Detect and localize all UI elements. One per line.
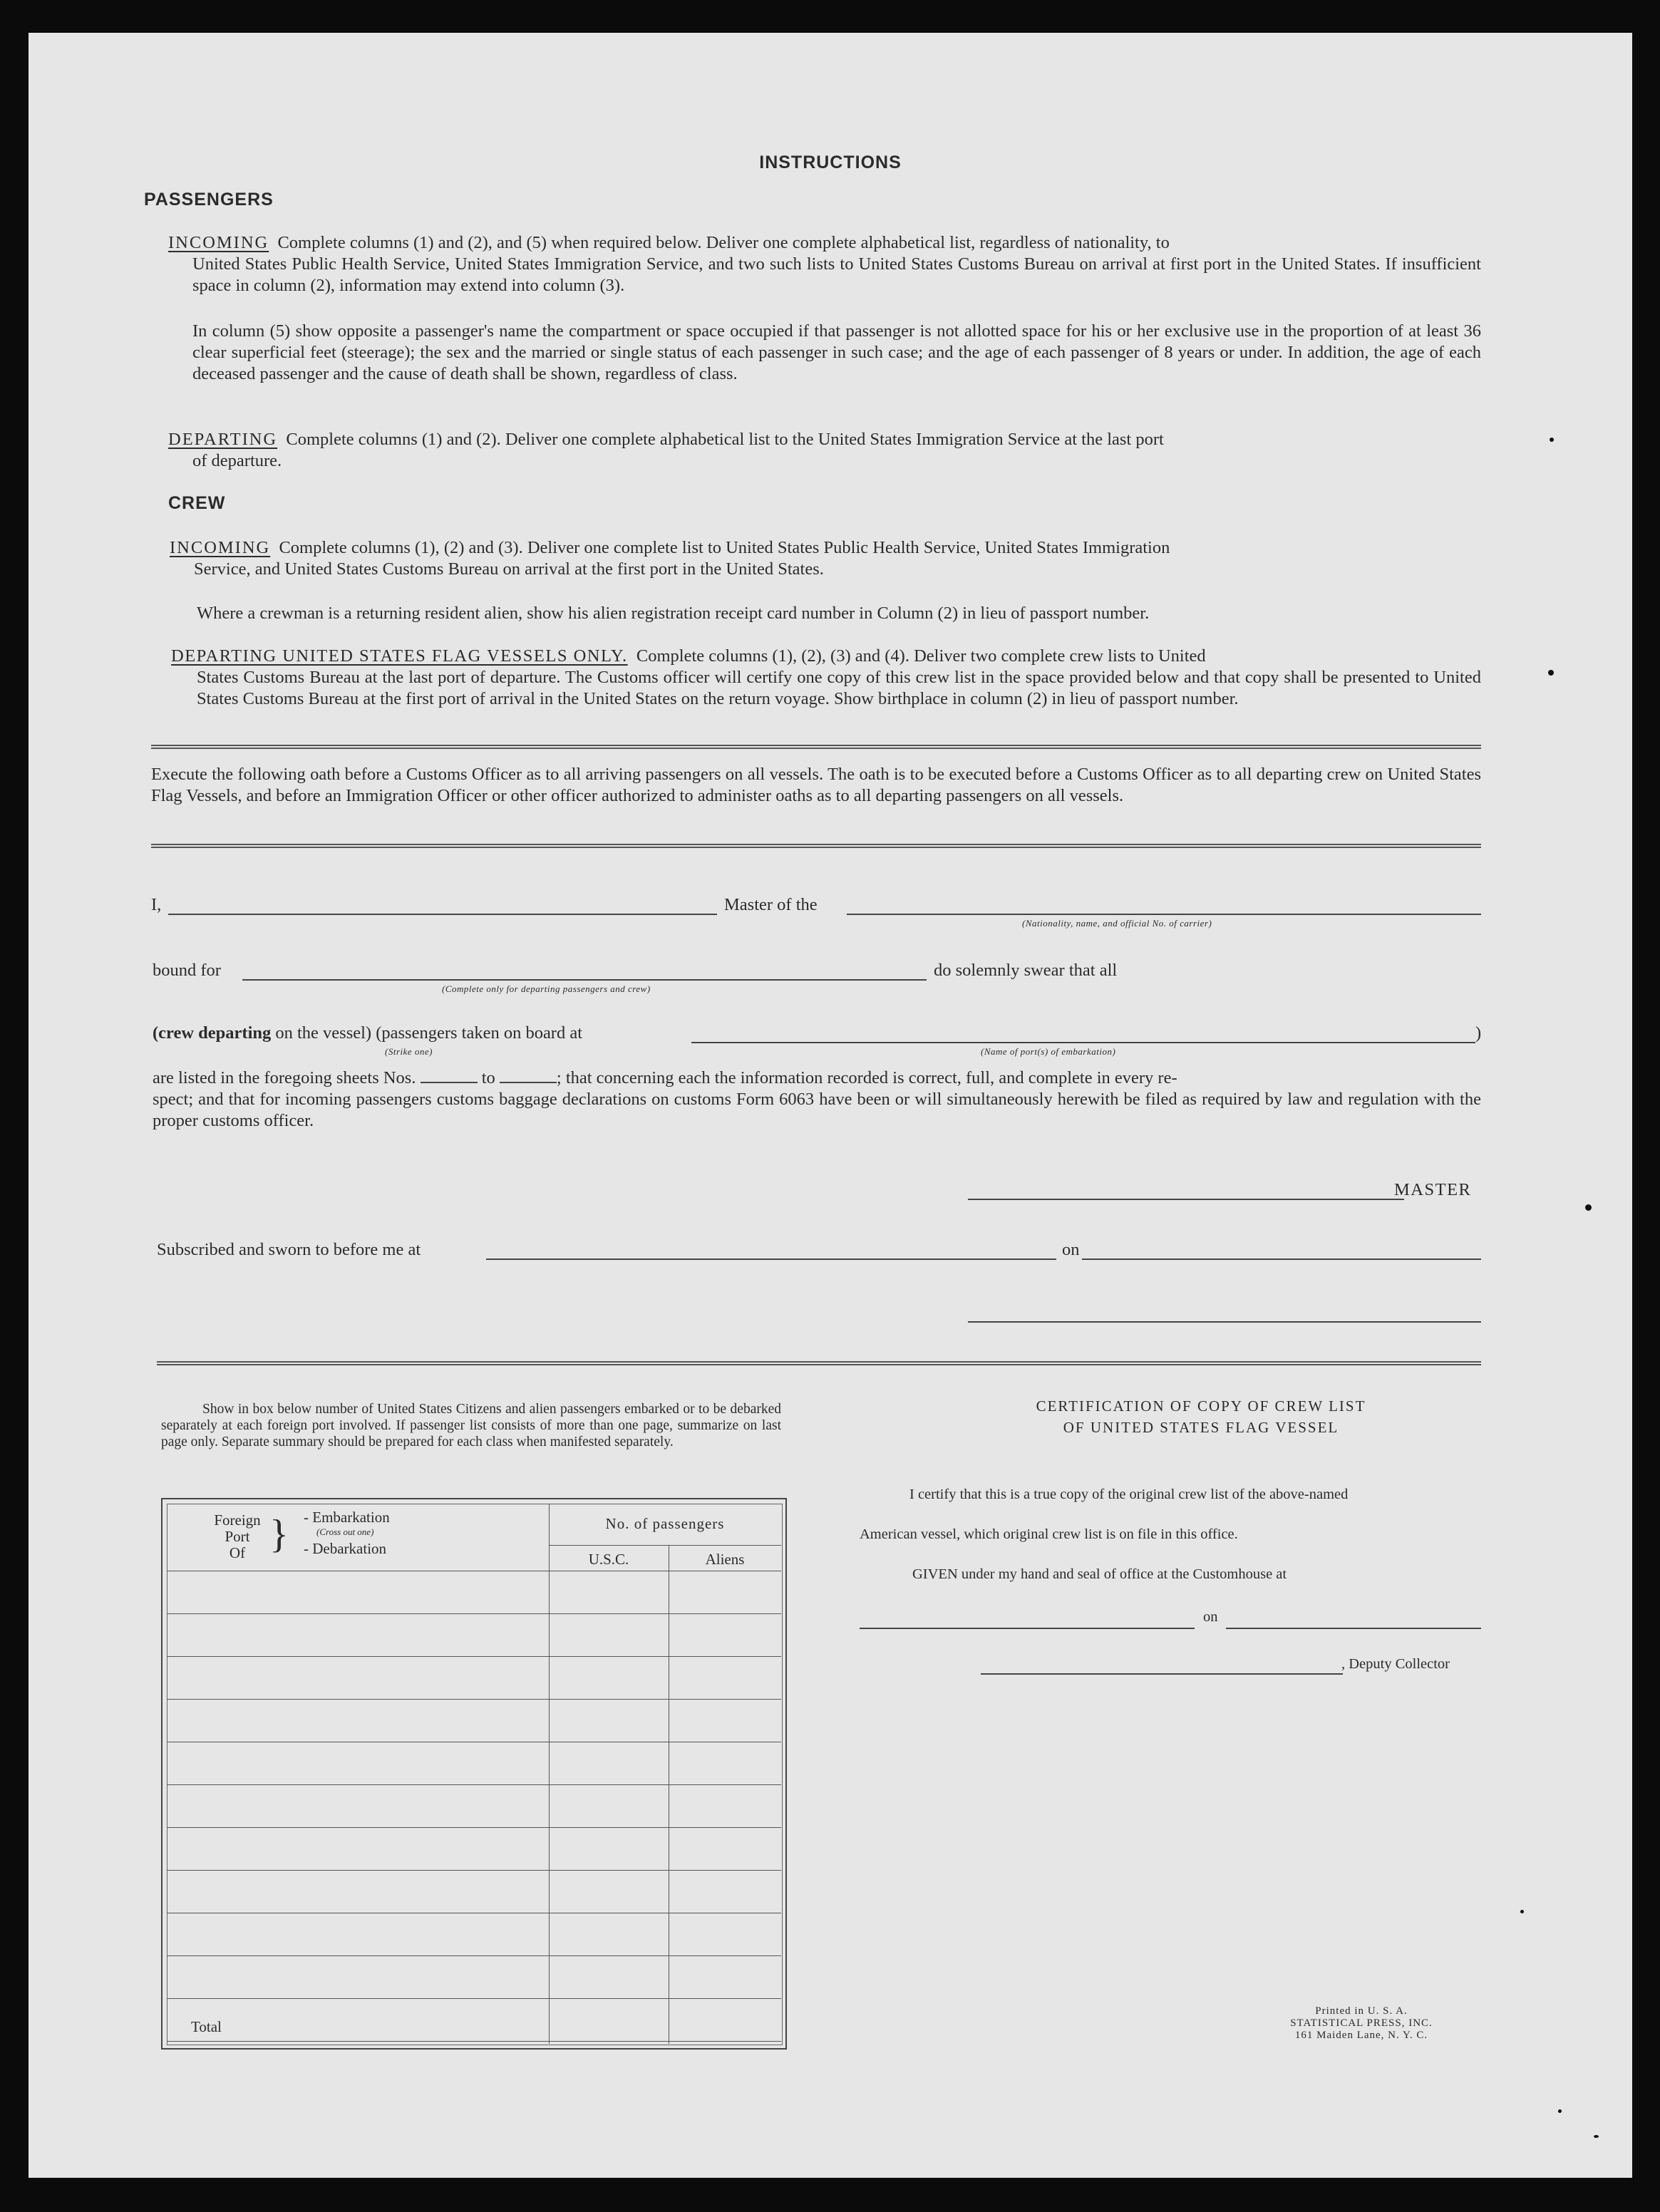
column5-instruction: In column (5) show opposite a passenger's name the compartment or space occupied if that passenger is not allotted space for his or her exclusive use in the proportion of at least 36 clear superficial feet (steerage); the sex and the married or single status of each passenger in such case; and the age of each passenger of 8 years or under. In addition, the age of each deceased passenger and the cause of death shall be shown, regardless of class. bbox=[192, 321, 1481, 383]
certification-title-2: OF UNITED STATES FLAG VESSEL bbox=[1063, 1419, 1339, 1436]
usc-header: U.S.C. bbox=[588, 1551, 629, 1568]
customhouse-field[interactable] bbox=[860, 1628, 1195, 1629]
foreign-port-of-label: Foreign Port Of bbox=[214, 1511, 261, 1561]
embarkation-option[interactable]: - Embarkation bbox=[304, 1509, 390, 1526]
speck bbox=[1585, 1204, 1592, 1211]
certify-text-2: American vessel, which original crew list is on file in this office. bbox=[860, 1526, 1238, 1542]
subscribed-on-label: on bbox=[1062, 1240, 1080, 1259]
printer-line-2: STATISTICAL PRESS, INC. bbox=[1290, 2017, 1433, 2029]
summary-instruction: Show in box below number of United States Citizens and alien passengers embarked or to be debarked separately at each foreign port involved. If passenger list consists of more than one page, summarize on last page only. Separate summary should be prepared for each class when manifested separately. bbox=[161, 1402, 781, 1449]
bound-caption: (Complete only for departing passengers and crew) bbox=[442, 983, 651, 994]
divider bbox=[151, 844, 1481, 848]
printer-line-1: Printed in U. S. A. bbox=[1315, 2005, 1408, 2017]
carrier-caption: (Nationality, name, and official No. of carrier) bbox=[1022, 918, 1212, 929]
master-name-field[interactable] bbox=[168, 914, 717, 915]
passengers-incoming-label: INCOMING bbox=[168, 233, 269, 252]
listed-text-1: are listed in the foregoing sheets Nos. bbox=[153, 1068, 416, 1087]
table-row[interactable] bbox=[167, 2041, 781, 2042]
certify-text-1: I certify that this is a true copy of the original crew list of the above-named bbox=[909, 1487, 1349, 1502]
crewman-instruction: Where a crewman is a returning resident alien, show his alien registration receipt card number in Column (2) in lieu of passport number. bbox=[197, 604, 1150, 623]
subscribed-place-field[interactable] bbox=[486, 1259, 1056, 1260]
officer-signature-field[interactable] bbox=[968, 1321, 1481, 1323]
certify-text-3: GIVEN under my hand and seal of office at the Customhouse at bbox=[912, 1566, 1287, 1582]
carrier-field[interactable] bbox=[847, 914, 1481, 915]
crew-incoming-line bbox=[170, 537, 1481, 559]
brace-icon: } bbox=[269, 1512, 289, 1556]
cross-out-caption: (Cross out one) bbox=[316, 1526, 374, 1537]
passengers-incoming-line bbox=[168, 232, 1481, 254]
listed-to: to bbox=[481, 1068, 495, 1087]
master-label: MASTER bbox=[1394, 1180, 1472, 1199]
table-row[interactable] bbox=[167, 1827, 781, 1828]
passengers-departing-line bbox=[168, 429, 1481, 450]
flag-vessels-line bbox=[171, 646, 1481, 667]
passengers-incoming-continued: United States Public Health Service, United States Immigration Service, and two such lists to United States Customs Bureau on arrival at first port in the United States. If insufficient space in column (2), information may extend into column (3). bbox=[192, 254, 1481, 295]
embarkation-port-field[interactable] bbox=[691, 1042, 1475, 1043]
certify-on-label: on bbox=[1203, 1609, 1218, 1625]
crew-heading: CREW bbox=[168, 493, 226, 513]
crew-incoming-continued: Service, and United States Customs Bureau on arrival at the first port in the United States. bbox=[194, 559, 824, 579]
divider bbox=[151, 745, 1481, 749]
certify-date-field[interactable] bbox=[1226, 1628, 1481, 1629]
sheet-to-field[interactable] bbox=[500, 1082, 557, 1083]
passenger-summary-table bbox=[161, 1498, 787, 2050]
listed-text-2: ; that concerning each the information recorded is correct, full, and complete in every re- bbox=[556, 1068, 1177, 1087]
table-row[interactable] bbox=[167, 1613, 781, 1614]
crew-incoming-text: Complete columns (1), (2) and (3). Deliver one complete list to United States Public Health Service, United States Immigration bbox=[279, 538, 1170, 557]
no-passengers-header: No. of passengers bbox=[605, 1515, 725, 1532]
form-page bbox=[29, 33, 1632, 2178]
passengers-heading: PASSENGERS bbox=[144, 190, 274, 210]
subscribed-date-field[interactable] bbox=[1082, 1259, 1481, 1260]
certification-title bbox=[870, 1395, 1532, 1438]
strike-one-caption: (Strike one) bbox=[385, 1046, 433, 1057]
table-row[interactable] bbox=[167, 1699, 781, 1700]
passengers-departing-continued: of departure. bbox=[192, 451, 282, 470]
passengers-departing-label: DEPARTING bbox=[168, 430, 278, 449]
instructions-title: INSTRUCTIONS bbox=[759, 153, 902, 172]
total-label: Total bbox=[191, 2018, 222, 2035]
oath-instruction: Execute the following oath before a Customs Officer as to all arriving passengers on all vessels. The oath is to be executed before a Customs Officer as to all departing crew on United States Flag Vessels, and before an Immigration Officer or other officer authorized to administer oaths as to all departing passengers on all vessels. bbox=[151, 765, 1481, 805]
aliens-header: Aliens bbox=[705, 1551, 745, 1568]
listed-line bbox=[153, 1068, 1481, 1089]
deputy-collector-label: , Deputy Collector bbox=[1341, 1656, 1450, 1672]
passengers-departing-text: Complete columns (1) and (2). Deliver one complete alphabetical list to the United States Immigration Service at the last port bbox=[286, 430, 1164, 449]
flag-vessels-text: Complete columns (1), (2), (3) and (4). Deliver two complete crew lists to United bbox=[636, 646, 1206, 666]
speck bbox=[1548, 670, 1554, 676]
passengers-incoming-text: Complete columns (1) and (2), and (5) when required below. Deliver one complete alphabetical list, regardless of nationality, to bbox=[277, 233, 1170, 252]
sheet-from-field[interactable] bbox=[421, 1082, 478, 1083]
printer-imprint bbox=[1240, 2005, 1483, 2042]
close-paren: ) bbox=[1475, 1023, 1482, 1043]
listed-continued: spect; and that for incoming passengers customs baggage declarations on customs Form 6063 have been or will simultaneously herewith be filed as required by law and regulation with the proper customs officer. bbox=[153, 1090, 1481, 1130]
crew-incoming-label: INCOMING bbox=[170, 538, 271, 557]
bound-for-field[interactable] bbox=[242, 979, 927, 981]
certification-title-1: CERTIFICATION OF COPY OF CREW LIST bbox=[1036, 1397, 1366, 1415]
master-of-the-label: Master of the bbox=[724, 895, 818, 914]
on-vessel-text: on the vessel) (passengers taken on board at bbox=[275, 1023, 583, 1043]
port-caption: (Name of port(s) of embarkation) bbox=[981, 1046, 1116, 1057]
speck bbox=[1550, 438, 1554, 442]
master-signature-field[interactable] bbox=[968, 1199, 1404, 1200]
i-label: I, bbox=[151, 895, 162, 914]
flag-vessels-continued: States Customs Bureau at the last port of departure. The Customs officer will certify one copy of this crew list in the space provided below and that copy shall be presented to United States Customs Bureau at the first port of arrival in the United States on the return voyage. Show birthplace in column (2) in lieu of passport number. bbox=[197, 668, 1481, 708]
divider bbox=[157, 1361, 1481, 1365]
deputy-signature-field[interactable] bbox=[981, 1673, 1343, 1675]
swear-text: do solemnly swear that all bbox=[934, 961, 1118, 980]
speck bbox=[1520, 1910, 1524, 1913]
debarkation-option[interactable]: - Debarkation bbox=[304, 1540, 387, 1557]
table-row[interactable] bbox=[167, 1656, 781, 1657]
subscribed-label: Subscribed and sworn to before me at bbox=[157, 1240, 421, 1259]
crew-departing-option[interactable]: (crew departing bbox=[153, 1023, 272, 1043]
flag-vessels-label: DEPARTING UNITED STATES FLAG VESSELS ONLY. bbox=[171, 646, 628, 666]
table-row[interactable] bbox=[167, 1998, 781, 1999]
crew-departing-line bbox=[153, 1023, 582, 1043]
speck bbox=[1558, 2109, 1562, 2113]
table-row[interactable] bbox=[167, 1955, 781, 1956]
printer-line-3: 161 Maiden Lane, N. Y. C. bbox=[1294, 2030, 1428, 2041]
table-row[interactable] bbox=[167, 1870, 781, 1871]
bound-for-label: bound for bbox=[153, 961, 221, 980]
speck bbox=[1594, 2135, 1599, 2138]
table-row[interactable] bbox=[167, 1784, 781, 1785]
